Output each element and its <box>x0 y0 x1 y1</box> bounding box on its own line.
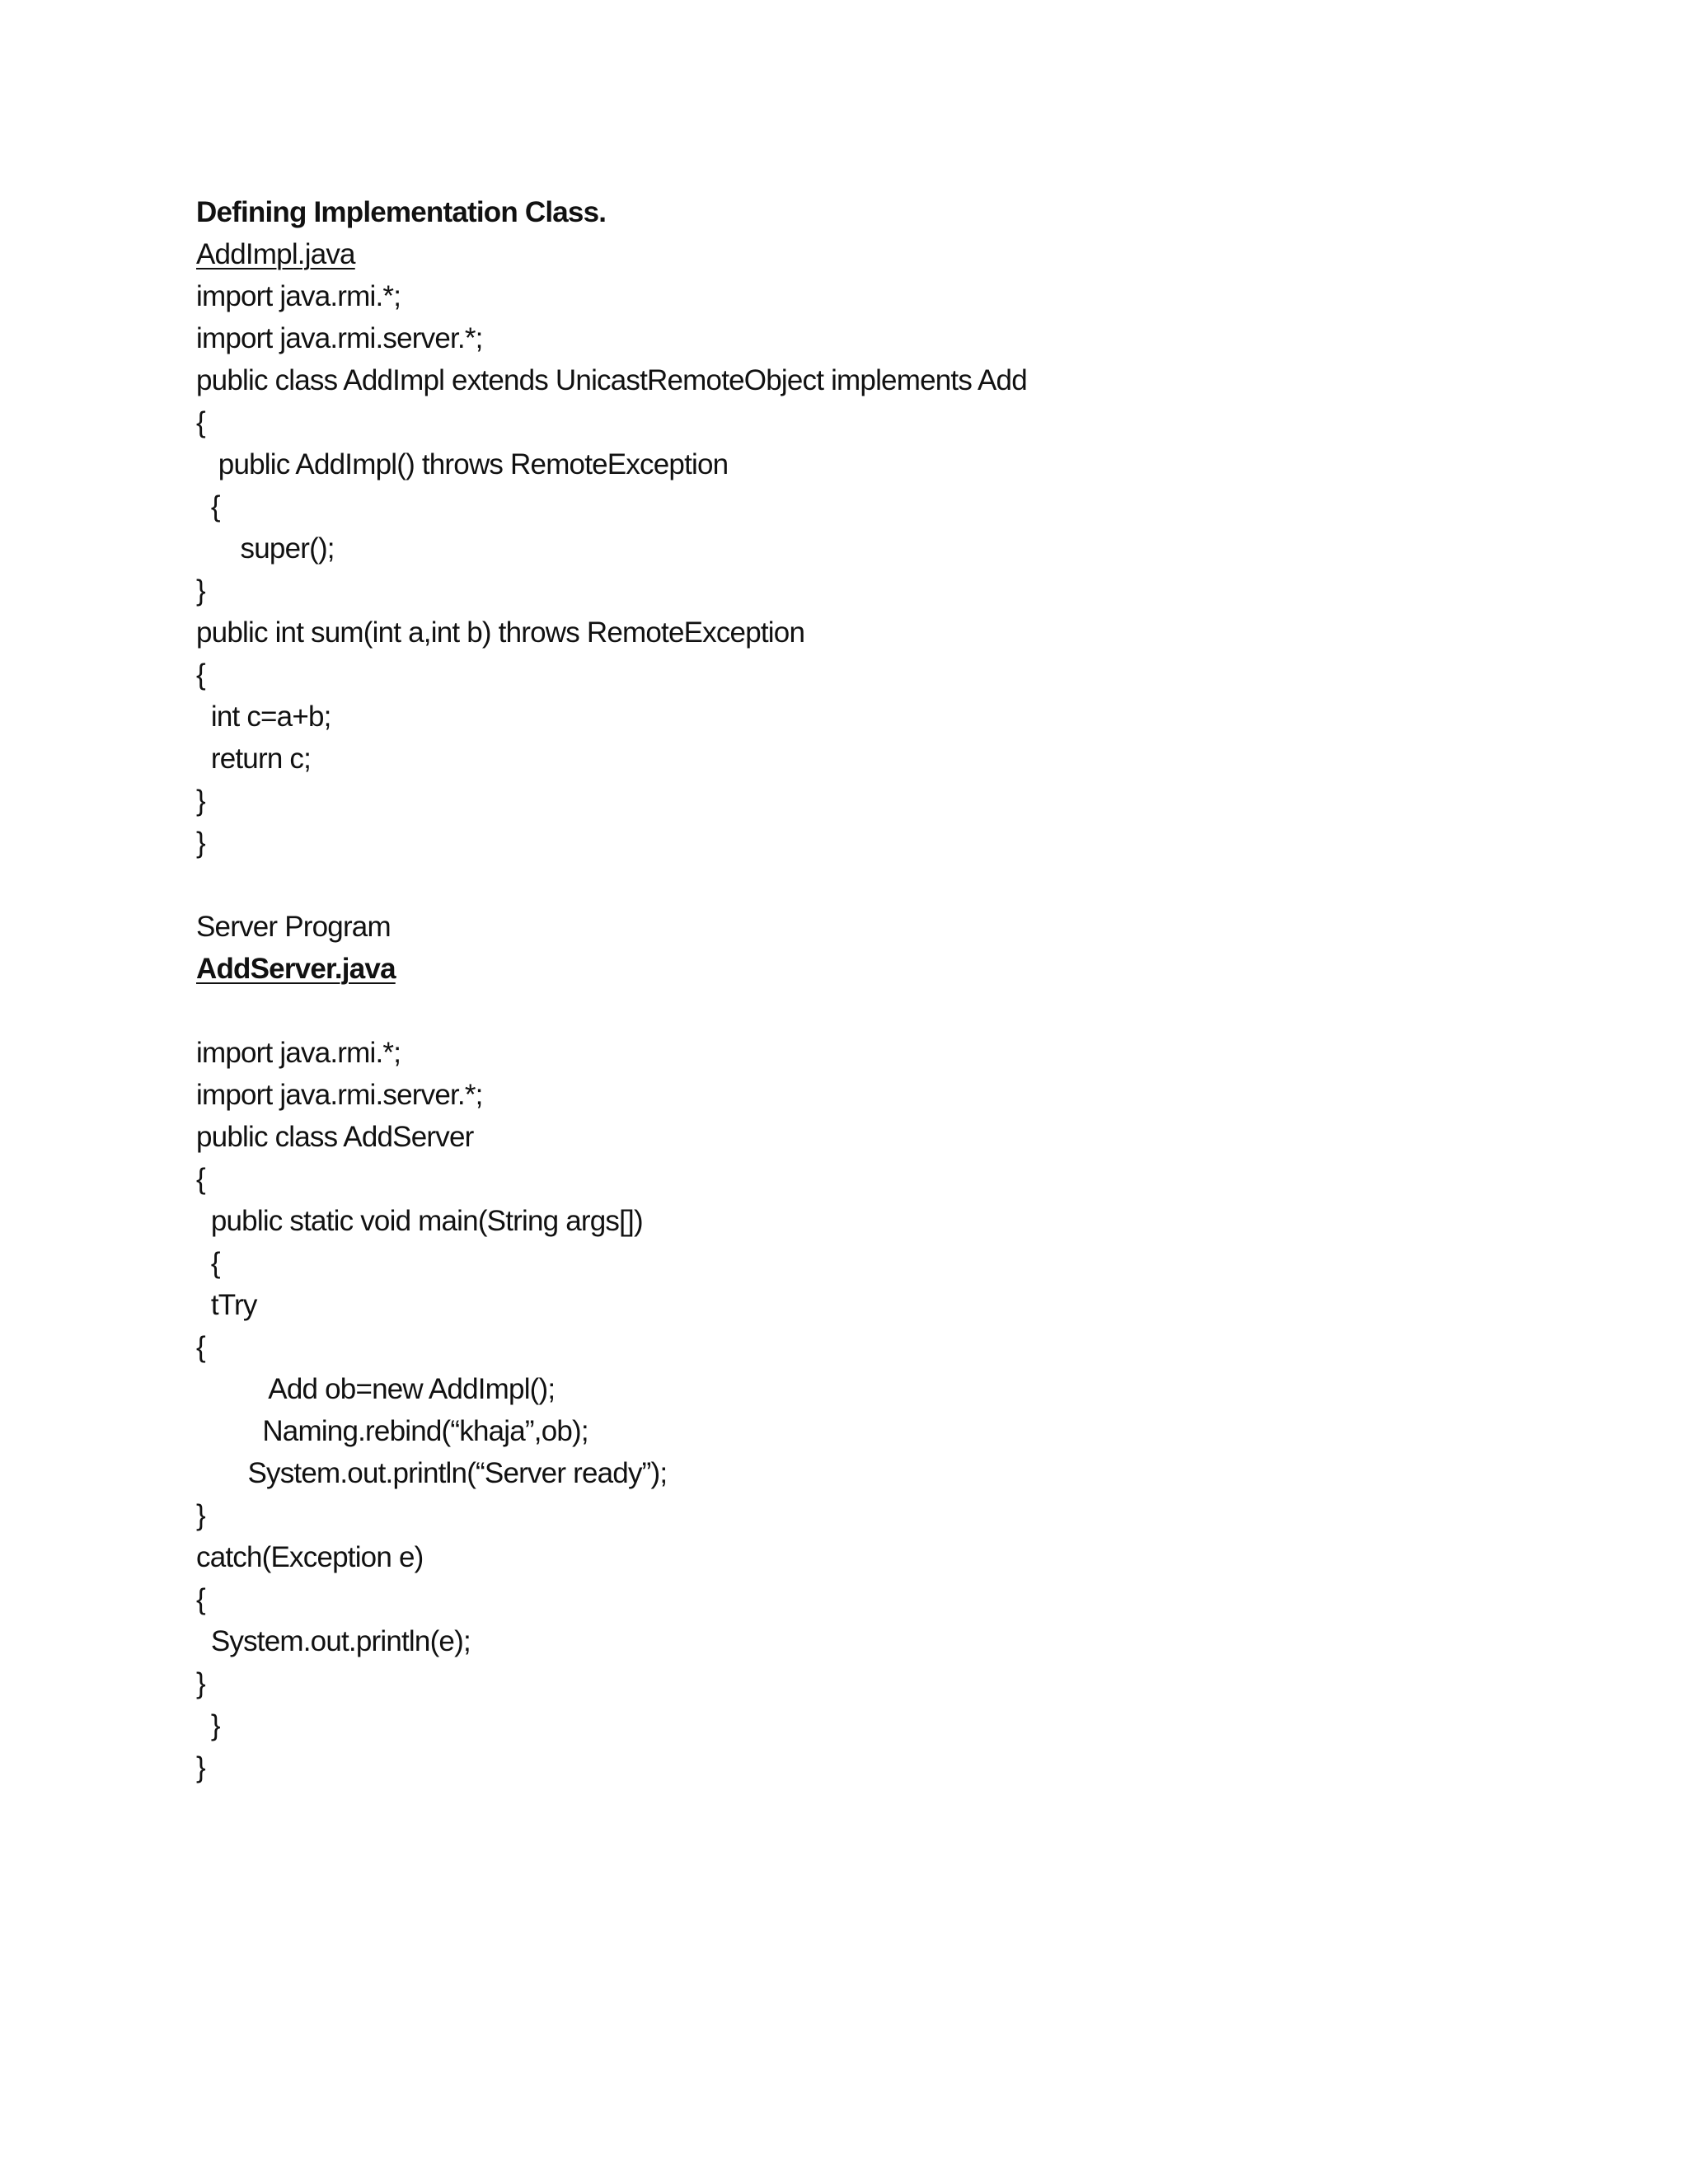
code-line: Add ob=new AddImpl(); <box>196 1373 556 1405</box>
code-line: public AddImpl() throws RemoteException <box>196 448 729 480</box>
code-line: { <box>196 1247 220 1279</box>
code-line: } <box>196 1709 220 1741</box>
code-line: } <box>196 1667 205 1699</box>
code-line: System.out.println(e); <box>196 1625 471 1657</box>
code-line: } <box>196 785 205 817</box>
code-line: } <box>196 827 205 859</box>
code-line: import java.rmi.server.*; <box>196 322 483 354</box>
code-line: { <box>196 1163 205 1195</box>
code-line: } <box>196 1499 205 1531</box>
code-line: } <box>196 574 205 607</box>
code-line: { <box>196 658 205 691</box>
code-line: public class AddImpl extends UnicastRemoteObject implements Add <box>196 364 1027 396</box>
code-line: { <box>196 490 220 523</box>
section2-filename: AddServer.java <box>196 953 396 985</box>
code-line: import java.rmi.*; <box>196 1037 401 1069</box>
section1-heading: Defining Implementation Class. <box>196 196 607 228</box>
section1-filename: AddImpl.java <box>196 238 355 270</box>
code-line: tTry <box>196 1289 257 1321</box>
code-line: import java.rmi.server.*; <box>196 1079 483 1111</box>
code-line: super(); <box>196 532 335 565</box>
code-line: } <box>196 1751 205 1783</box>
code-line: System.out.println(“Server ready”); <box>196 1457 668 1489</box>
code-line: int c=a+b; <box>196 701 331 733</box>
code-line: { <box>196 1583 205 1615</box>
section2-heading: Server Program <box>196 911 391 943</box>
code-line: public class AddServer <box>196 1121 474 1153</box>
code-line: { <box>196 406 205 438</box>
code-line: Naming.rebind(“khaja”,ob); <box>196 1415 588 1447</box>
code-line: import java.rmi.*; <box>196 280 401 312</box>
code-line: return c; <box>196 743 312 775</box>
code-line: { <box>196 1331 205 1363</box>
code-line: catch(Exception e) <box>196 1541 424 1573</box>
code-line: public static void main(String args[]) <box>196 1205 643 1237</box>
code-line: public int sum(int a,int b) throws RemoteException <box>196 616 805 649</box>
